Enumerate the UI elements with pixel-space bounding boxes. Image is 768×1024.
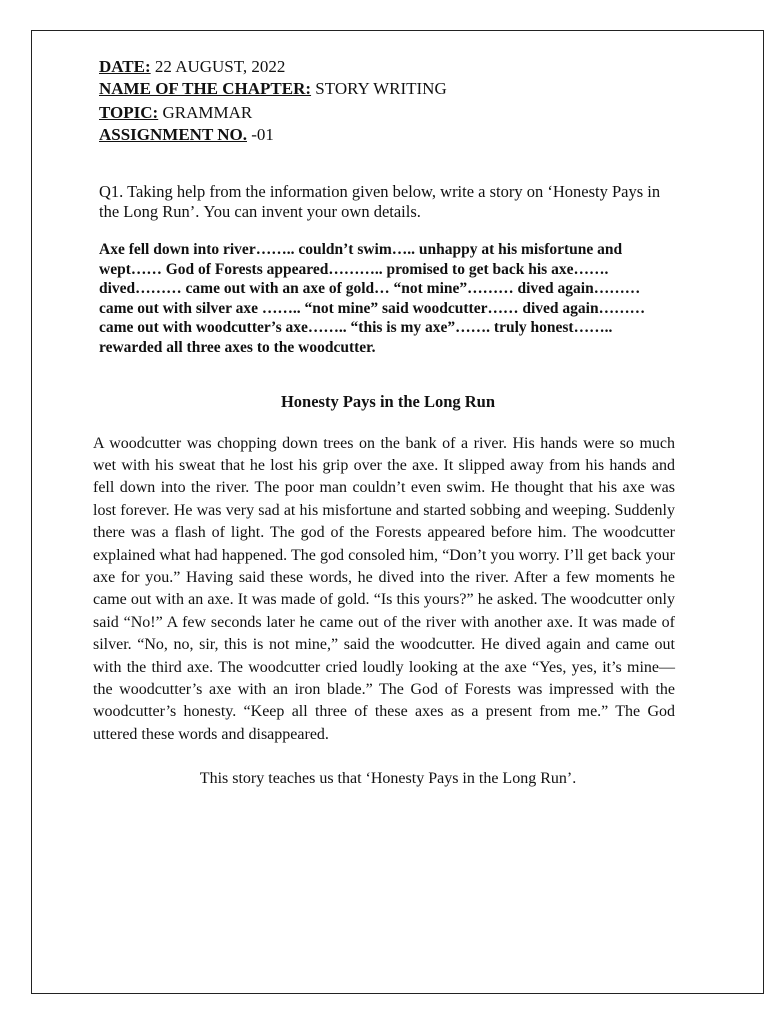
question-1 bbox=[99, 182, 677, 222]
topic-line bbox=[99, 102, 677, 124]
question-text: Q1. Taking help from the information given below, write a story on ‘Honesty Pays in the Long Run’. bbox=[99, 182, 661, 221]
assignment-value: -01 bbox=[247, 125, 274, 144]
assignment-line bbox=[99, 124, 677, 146]
date-value: 22 AUGUST, 2022 bbox=[150, 57, 286, 76]
chapter-label: NAME OF THE CHAPTER: bbox=[99, 79, 312, 98]
story-moral: This story teaches us that ‘Honesty Pays in the Long Run’. bbox=[199, 770, 577, 788]
date-line bbox=[99, 56, 677, 78]
story-body: A woodcutter was chopping down trees on the bank of a river. His hands were so much wet with his sweat that he lost his grip over the axe. It slipped away from his hands and fell down into the river. The poor man couldn’t even swim. He thought that his axe was lost forever. He was very sad at his misfortune and started sobbing and weeping. Suddenly there was a flash of light. The god of the Forests appeared before him. The woodcutter explained what had happened. The god consoled him, “Don’t you worry. I’ll get back your axe for you.” Having said these words, he dived into the river. After a few moments he came out with an axe. It was made of gold. “Is this yours?” he asked. The woodcutter only said “No!” A few seconds later he came out of the river with another axe. It was made of silver. “No, no, sir, this is not mine,” said the woodcutter. He dived again and came out with the third axe. The woodcutter cried loudly looking at the axe “Yes, yes, it’s mine—the woodcutter’s axe with an iron blade.” The God of Forests was impressed with the woodcutter’s honesty. “Keep all three of these axes as a present from me.” The God uttered these words and disappeared. bbox=[93, 434, 675, 743]
question-extra: You can invent your own details. bbox=[203, 202, 421, 221]
topic-value: GRAMMAR bbox=[158, 103, 253, 122]
chapter-value: STORY WRITING bbox=[311, 79, 447, 98]
story-title: Honesty Pays in the Long Run bbox=[280, 391, 496, 411]
topic-label: TOPIC: bbox=[99, 103, 159, 122]
story-hints: Axe fell down into river…….. couldn’t swim….. unhappy at his misfortune and wept…… God of Forests appeared……….. promised to get back his axe……. dived……… came out with an axe of gold… “not mine”……… dived again……… came out with silver axe …….. “not mine” said woodcutter…… dived again……… came out with woodcutter’s axe…….. “this is my axe”……. truly honest…….. rewarded all three axes to the woodcutter. bbox=[99, 241, 646, 356]
document-content bbox=[93, 56, 677, 789]
assignment-label: ASSIGNMENT NO. bbox=[99, 125, 247, 144]
chapter-line bbox=[99, 78, 677, 100]
date-label: DATE: bbox=[99, 57, 151, 76]
